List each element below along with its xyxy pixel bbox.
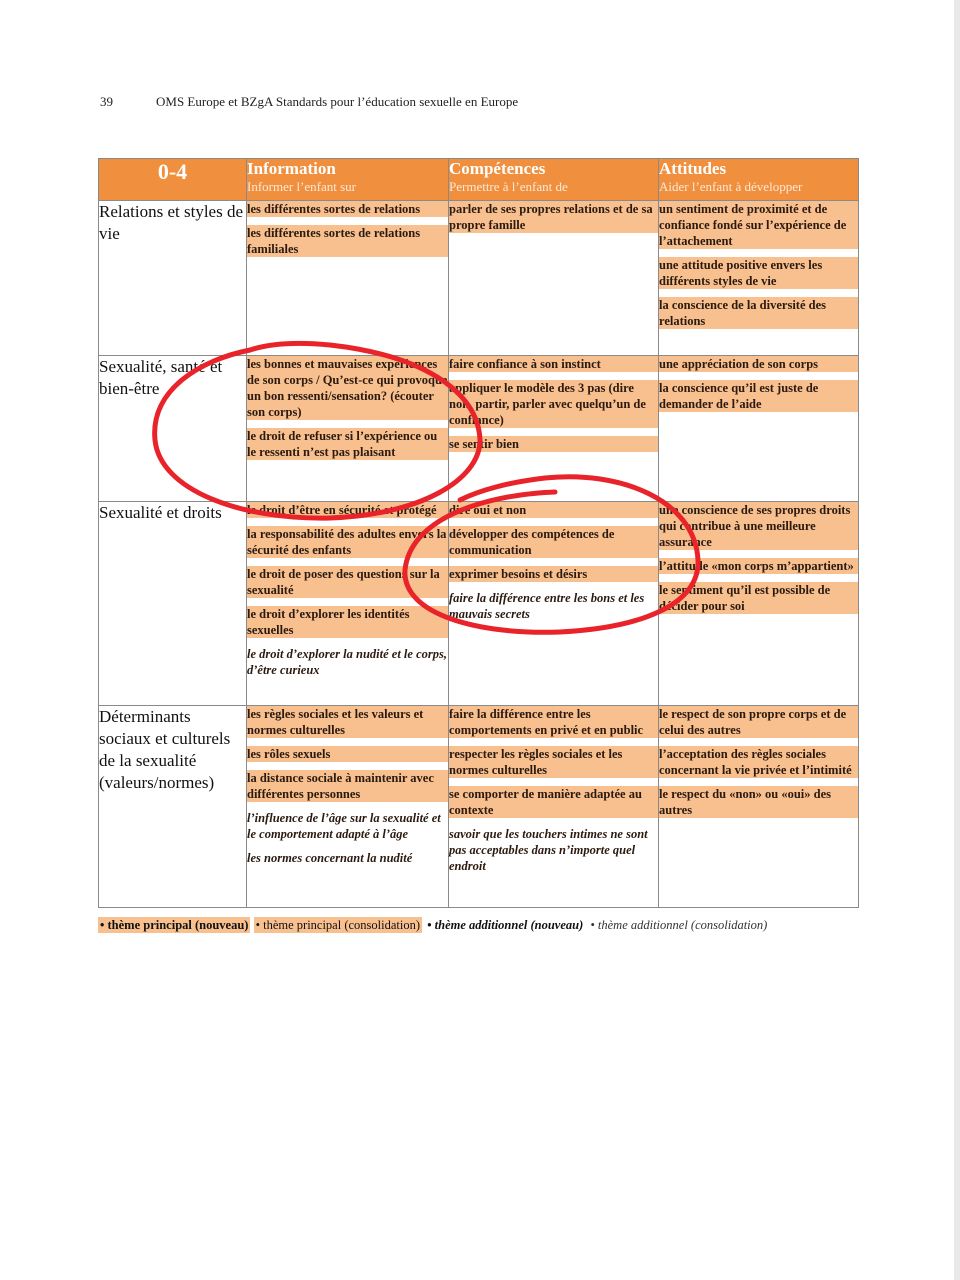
cell-item: une attitude positive envers les différents styles de vie	[659, 257, 858, 289]
skills-cell	[449, 502, 659, 706]
table-row	[99, 502, 859, 706]
cell-item: une conscience de ses propres droits qui contribue à une meilleure assurance	[659, 502, 858, 550]
column-title: Compétences	[449, 159, 546, 178]
skills-cell	[449, 201, 659, 356]
row-topic: Relations et styles de vie	[99, 201, 247, 356]
table-row	[99, 201, 859, 356]
cell-item: le droit de poser des questions sur la sexualité	[247, 566, 448, 598]
column-title: Attitudes	[659, 159, 727, 178]
cell-item: le droit d’explorer les identités sexuelles	[247, 606, 448, 638]
cell-item: le respect du «non» ou «oui» des autres	[659, 786, 858, 818]
column-header-attitudes	[659, 159, 859, 201]
cell-item: le respect de son propre corps et de celui des autres	[659, 706, 858, 738]
legend-main-new: • thème principal (nouveau)	[100, 918, 249, 932]
column-title: Information	[247, 159, 336, 178]
table-body	[99, 201, 859, 908]
cell-item: se comporter de manière adaptée au contexte	[449, 786, 658, 818]
cell-item: parler de ses propres relations et de sa propre famille	[449, 201, 658, 233]
table-header-row	[99, 159, 859, 201]
cell-item: la responsabilité des adultes envers la sécurité des enfants	[247, 527, 447, 557]
cell-item: dire oui et non	[449, 502, 658, 518]
cell-item: développer des compétences de communication	[449, 526, 658, 558]
legend-additional-new: • thème additionnel (nouveau)	[427, 918, 584, 932]
cell-item: le droit d’être en sécurité et protégé	[247, 502, 448, 518]
column-header-competences	[449, 159, 659, 201]
info-cell	[247, 201, 449, 356]
cell-item: l’attitude «mon corps m’appartient»	[659, 558, 858, 574]
cell-item: un sentiment de proximité et de confiance fondé sur l’expérience de l’attachement	[659, 201, 858, 249]
row-topic: Déterminants sociaux et culturels de la sexualité (valeurs/normes)	[99, 706, 247, 908]
row-topic: Sexualité, santé et bien-être	[99, 356, 247, 502]
skills-cell	[449, 356, 659, 502]
page-header	[100, 94, 518, 110]
cell-item: la distance sociale à maintenir avec différentes personnes	[247, 770, 448, 802]
row-topic: Sexualité et droits	[99, 502, 247, 706]
cell-item: les règles sociales et les valeurs et normes culturelles	[247, 706, 448, 738]
cell-item: les rôles sexuels	[247, 746, 448, 762]
info-cell	[247, 706, 449, 908]
column-subtitle: Informer l’enfant sur	[247, 179, 357, 194]
legend-additional-consolidation: • thème additionnel (consolidation)	[590, 918, 768, 932]
info-cell	[247, 502, 449, 706]
cell-item: se sentir bien	[449, 436, 658, 452]
cell-item: faire la différence entre les comportements en privé et en public	[449, 706, 658, 738]
cell-item: savoir que les touchers intimes ne sont pas acceptables dans n’importe quel endroit	[449, 827, 648, 873]
standards-table	[98, 158, 859, 908]
cell-item: exprimer besoins et désirs	[449, 566, 658, 582]
age-group-header: 0-4	[99, 159, 247, 201]
cell-item: les normes concernant la nudité	[247, 851, 413, 865]
column-header-information	[247, 159, 449, 201]
legend-main-consolidation: • thème principal (consolidation)	[255, 918, 421, 932]
legend	[98, 918, 769, 933]
cell-item: les différentes sortes de relations	[247, 201, 448, 217]
cell-item: appliquer le modèle des 3 pas (dire non, partir, parler avec quelqu’un de confiance)	[449, 380, 658, 428]
column-subtitle: Aider l’enfant à développer	[659, 179, 803, 194]
cell-item: respecter les règles sociales et les normes culturelles	[449, 746, 658, 778]
running-title: OMS Europe et BZgA Standards pour l’éducation sexuelle en Europe	[156, 94, 519, 109]
page-number: 39	[100, 94, 113, 109]
attitudes-cell	[659, 356, 859, 502]
cell-item: la conscience de la diversité des relations	[659, 297, 858, 329]
cell-item: l’acceptation des règles sociales concernant la vie privée et l’intimité	[659, 746, 858, 778]
cell-item: une appréciation de son corps	[659, 356, 858, 372]
attitudes-cell	[659, 706, 859, 908]
table-row	[99, 356, 859, 502]
attitudes-cell	[659, 201, 859, 356]
info-cell	[247, 356, 449, 502]
cell-item: le droit d’explorer la nudité et le corps, d’être curieux	[247, 647, 447, 677]
page-edge-shadow	[954, 0, 960, 1280]
cell-item: le sentiment qu’il est possible de décider pour soi	[659, 582, 858, 614]
skills-cell	[449, 706, 659, 908]
cell-item: les différentes sortes de relations familiales	[247, 225, 448, 257]
column-subtitle: Permettre à l’enfant de	[449, 179, 568, 194]
cell-item: faire confiance à son instinct	[449, 356, 658, 372]
cell-item: l’influence de l’âge sur la sexualité et le comportement adapté à l’âge	[247, 811, 441, 841]
attitudes-cell	[659, 502, 859, 706]
cell-item: les bonnes et mauvaises expériences de son corps / Qu’est-ce qui provoque un bon ressenti/sensation? (écouter son corps)	[247, 357, 448, 419]
cell-item: le droit de refuser si l’expérience ou le ressenti n’est pas plaisant	[247, 428, 448, 460]
cell-item: faire la différence entre les bons et les mauvais secrets	[449, 591, 645, 621]
table-row	[99, 706, 859, 908]
cell-item: la conscience qu’il est juste de demander de l’aide	[659, 380, 858, 412]
